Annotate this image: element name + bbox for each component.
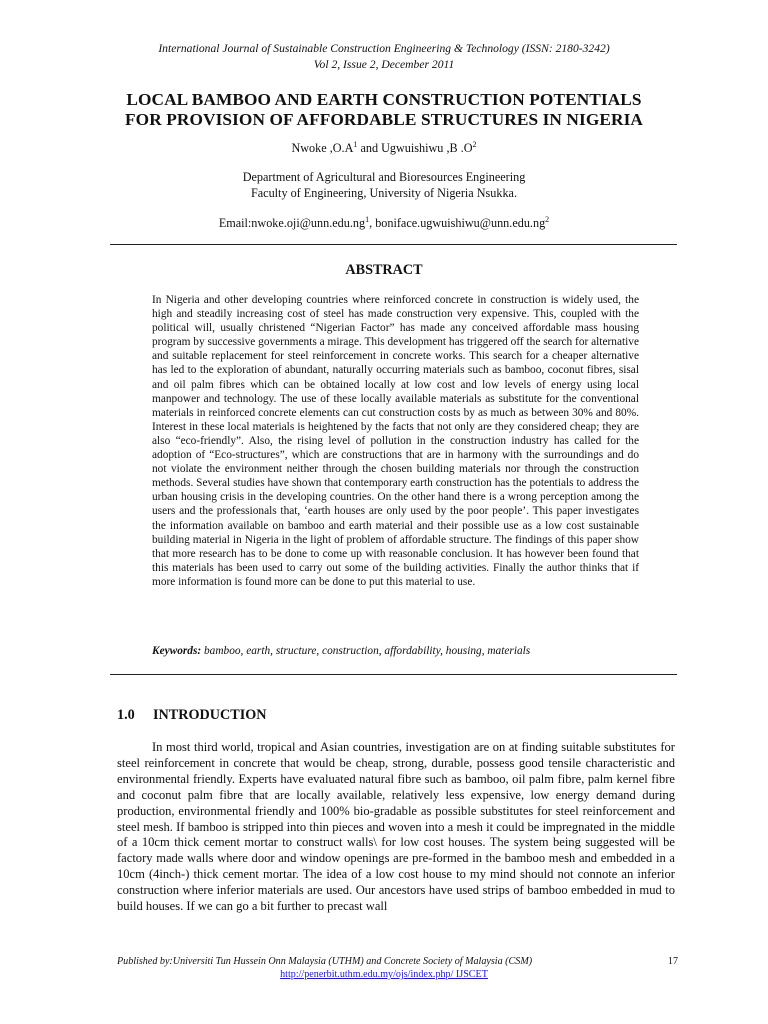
journal-issue-line: Vol 2, Issue 2, December 2011 xyxy=(313,58,455,71)
email-2-mark: 2 xyxy=(545,215,550,224)
abstract-body: In Nigeria and other developing countries where reinforced concrete in construction is widely used, the high and steadily increasing cost of steel has made construction very expensive. This, coupled with the political will, usually christened “Nigerian Factor” has made any conceived affordable mass housing program by successive governments a mirage. This development has triggered off the search for alternative and suitable replacement for steel reinforcement in concrete works. This search for a cheaper alternative has led to the exploration of abundant, naturally occurring materials such as bamboo, coconut fibres, sisal and oil palm fibres which can be obtained locally at low cost and low levels of energy using local manpower and technology. The use of these locally available materials as substitute for the conventional materials in reinforced concrete elements can cut construction costs by as much as between 30% and 80%. Interest in these local materials is heightened by the facts that not only are they considered cheap; they are also “eco-friendly”. Also, the rising level of pollution in the construction industry has called for the adoption of “Eco-structures”, which are constructions that are in harmony with the surroundings and do not violate the environment neither through the chosen building materials nor through the construction methods. Several studies have shown that contemporary earth construction has the potentials to address the urban housing crisis in the developing countries. On the other hand there is a wrong perception among the users and the professionals that, ‘earth houses are only used by the poor people’. This paper investigates the information available on bamboo and earth material and their possible use as a low cost sustainable building material in Nigeria in the light of problem of affordable structure. The findings of this paper show that more research has to be done to come up with reasonable conclusion. It has however been found that this materials has been used to carry out some of the building activities. Finally the author thinks that if more information is found more can be done to put this material to use. xyxy=(152,294,639,588)
authors xyxy=(0,140,768,156)
section-heading-introduction xyxy=(117,706,267,724)
abstract-heading: ABSTRACT xyxy=(345,262,423,278)
author-2: Ugwuishiwu ,B .O xyxy=(381,141,473,155)
author-emails xyxy=(0,215,768,231)
journal-title-line: International Journal of Sustainable Construction Engineering & Technology (ISSN: 2180-3242) xyxy=(158,42,610,55)
affiliation-faculty: Faculty of Engineering, University of Nigeria Nsukka. xyxy=(250,186,518,200)
abstract-divider xyxy=(110,674,677,675)
page-number: 17 xyxy=(667,956,678,967)
paper-title-line-1: LOCAL BAMBOO AND EARTH CONSTRUCTION POTENTIALS xyxy=(126,90,642,109)
journal-link[interactable]: http://penerbit.uthm.edu.my/ojs/index.php/ IJSCET xyxy=(280,969,488,980)
keywords-label: Keywords: xyxy=(152,645,202,657)
section-number: 1.0 xyxy=(117,707,135,723)
keywords-list: bamboo, earth, structure, construction, affordability, housing, materials xyxy=(201,645,531,657)
author-joiner: and xyxy=(357,141,382,155)
section-title: INTRODUCTION xyxy=(153,707,267,723)
email-2: , boniface.ugwuishiwu@unn.edu.ng xyxy=(369,216,546,230)
header-divider xyxy=(110,244,677,245)
email-1: Email:nwoke.oji@unn.edu.ng xyxy=(218,216,366,230)
affiliation-department: Department of Agricultural and Bioresources Engineering xyxy=(242,170,526,184)
footer-publisher: Published by:Universiti Tun Hussein Onn Malaysia (UTHM) and Concrete Society of Malaysia (CSM) xyxy=(117,956,533,967)
email-1-mark: 1 xyxy=(365,215,370,224)
keywords xyxy=(152,644,639,658)
paper-title-line-2: FOR PROVISION OF AFFORDABLE STRUCTURES IN NIGERIA xyxy=(125,110,643,129)
author-2-affiliation-mark: 2 xyxy=(472,140,477,149)
author-1-affiliation-mark: 1 xyxy=(353,140,358,149)
introduction-body: In most third world, tropical and Asian countries, investigation are on at finding suitable substitutes for steel reinforcement in concrete that would be cheap, strong, durable, possess good tensile characteristic and environmental friendly. Experts have evaluated natural fibre such as bamboo, oil palm fibre, palm kernel fibre and coconut palm fibre that are locally available, relatively less expensive, low energy demand during production, environmental friendly and 100% bio-gradable as possible substitutes for steel reinforcement and steel mesh. If bamboo is stripped into thin pieces and woven into a mesh it could be impregnated in the middle of a 10cm thick cement mortar to construct walls\ for low cost houses. The system being suggested will be factory made walls where door and window openings are pre-formed in the bamboo mesh and embedded in a 10cm (4inch-) thick cement mortar. The idea of a low cost house to my mind should not connote an inferior construction where inferior materials are used. Our ancestors have used strips of bamboo embedded in mud to build houses. If we can go a bit further to precast wall xyxy=(117,740,675,914)
author-1: Nwoke ,O.A xyxy=(291,141,354,155)
